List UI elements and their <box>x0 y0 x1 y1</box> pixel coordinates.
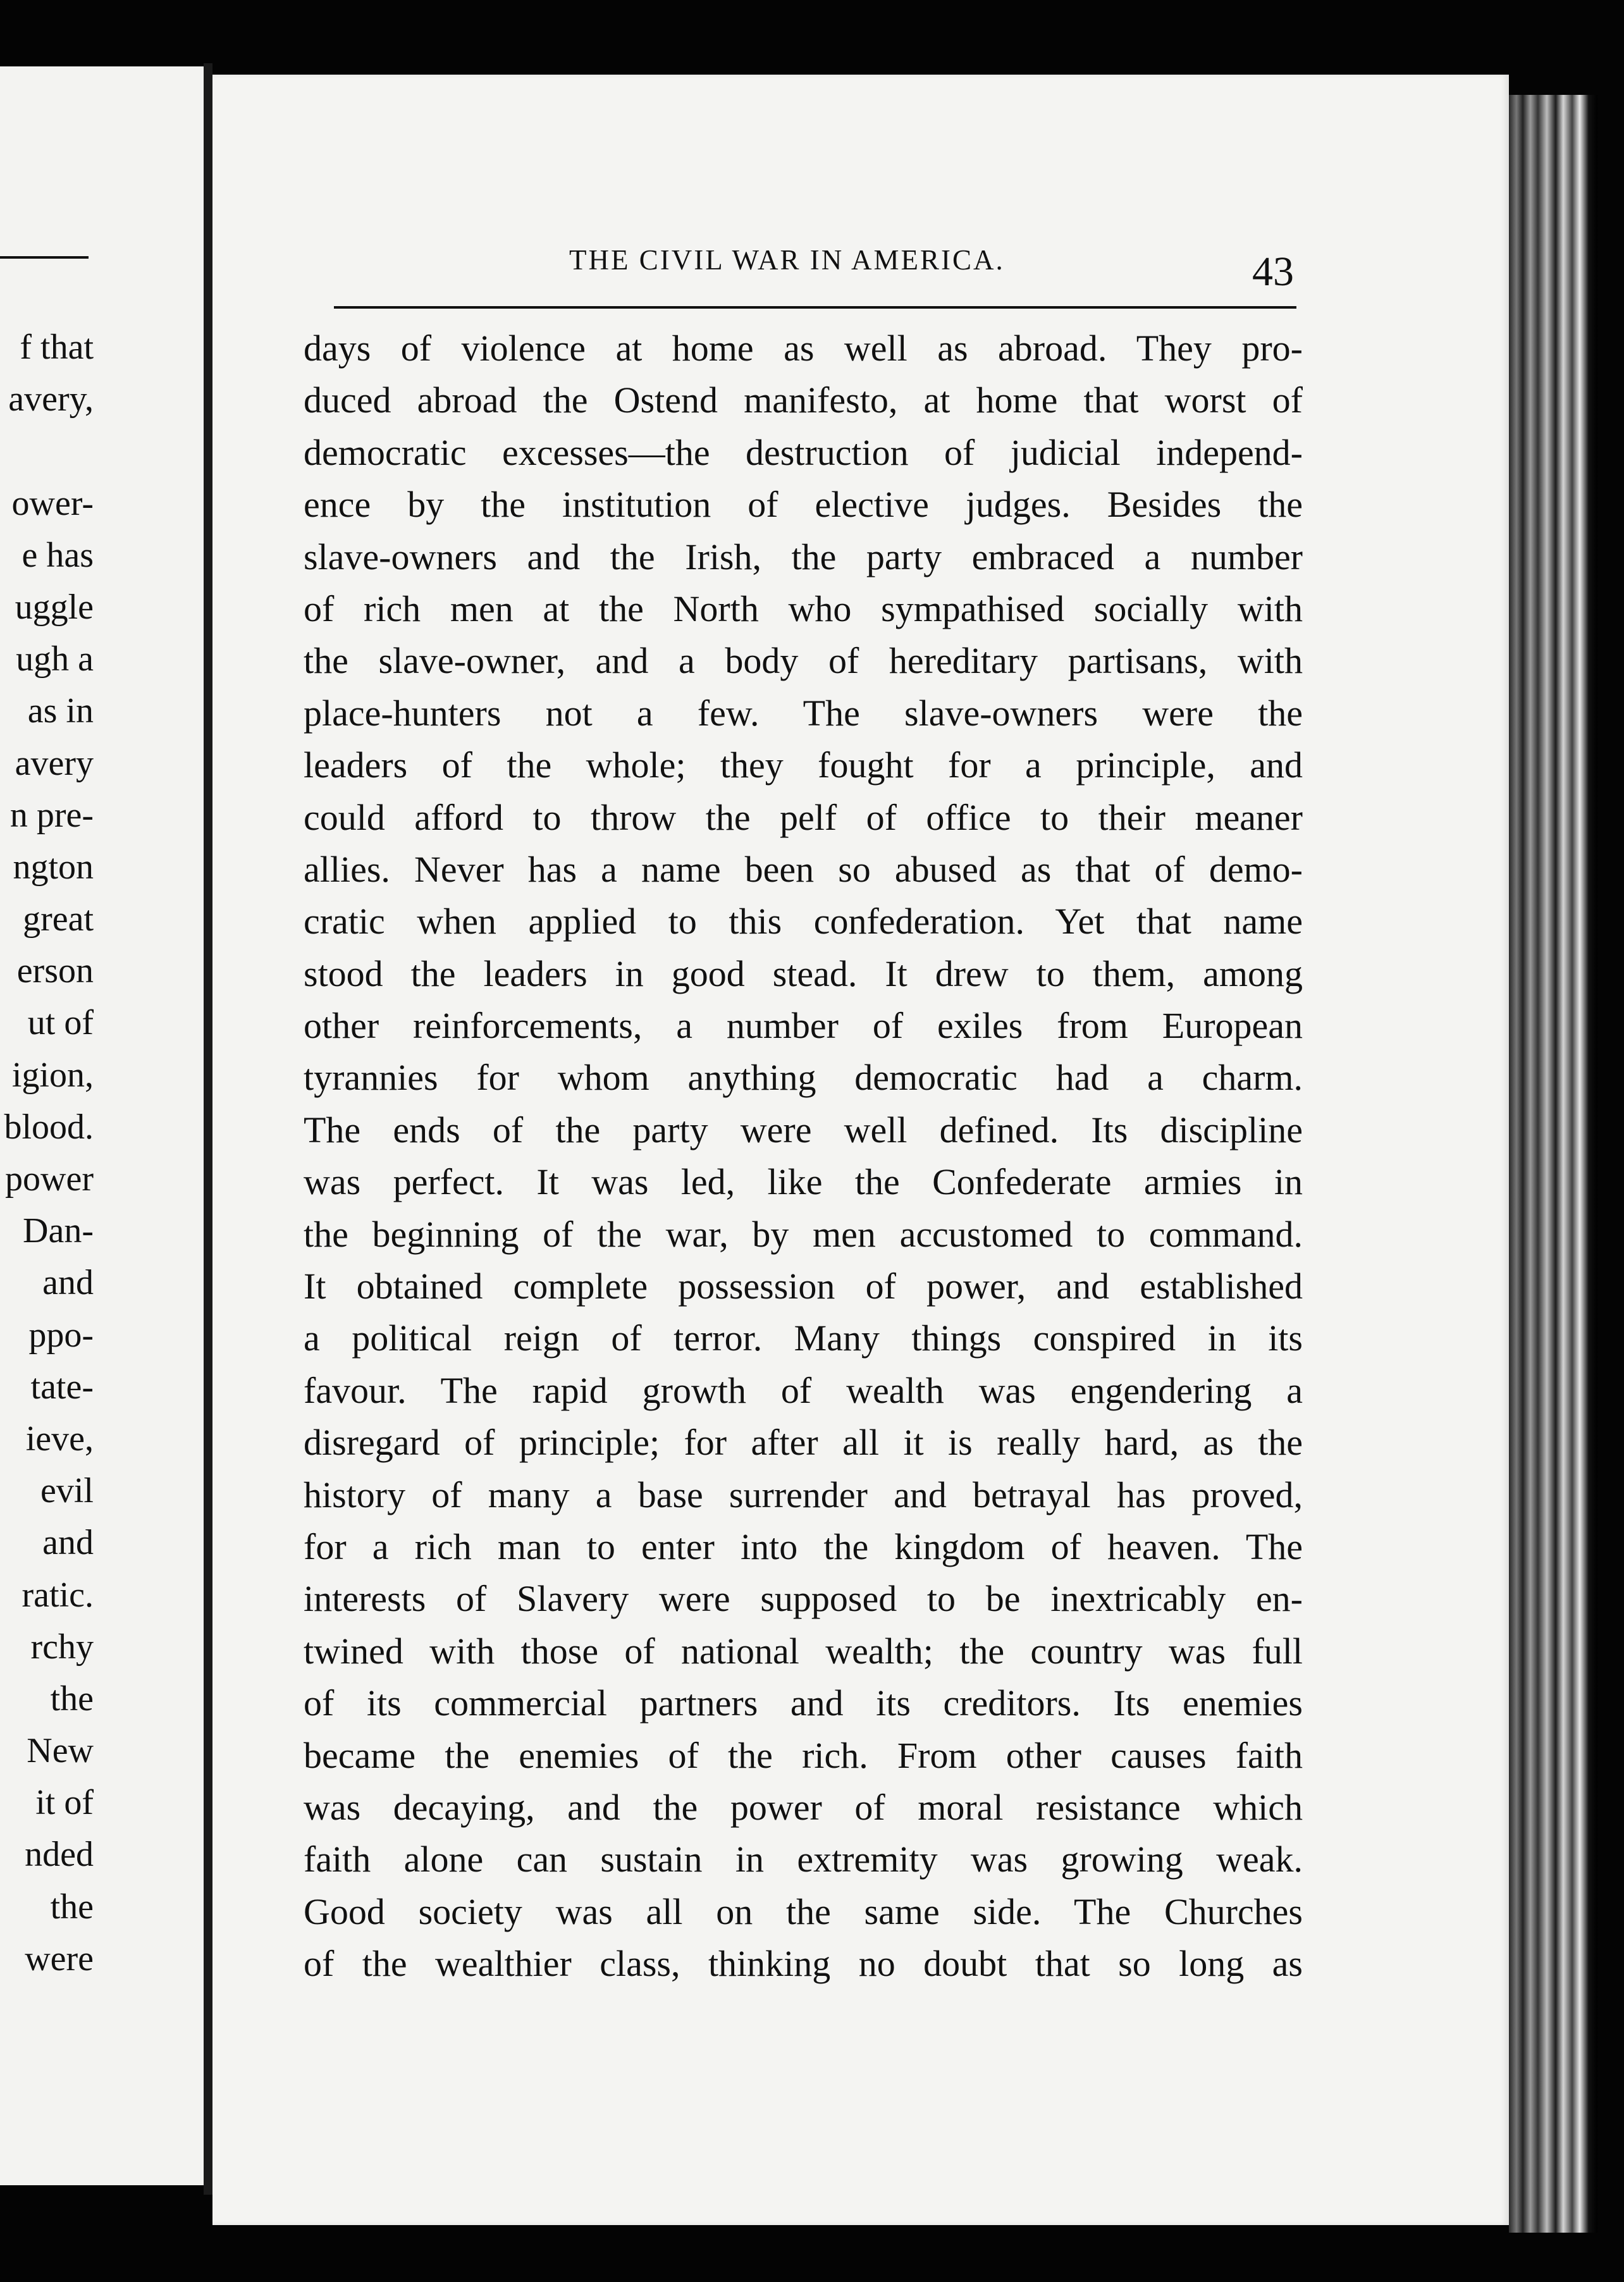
facing-text-fragment: and <box>42 1523 94 1563</box>
page-edges <box>1509 95 1597 2233</box>
text-line: of its commercial partners and its creditors. Its enemies <box>304 1682 1303 1724</box>
facing-text-fragment: n pre- <box>9 795 94 835</box>
text-line: was perfect. It was led, like the Confederate armies in <box>304 1161 1303 1203</box>
text-line: of rich men at the North who sympathised socially with <box>304 588 1303 629</box>
facing-text-fragment: avery <box>15 743 94 783</box>
facing-text-fragment: New <box>27 1731 94 1771</box>
facing-text-fragment: the <box>50 1887 94 1927</box>
book-gutter <box>204 63 212 2195</box>
facing-text-fragment: igion, <box>11 1055 94 1095</box>
facing-text-fragment: erson <box>16 951 94 991</box>
text-line: interests of Slavery were supposed to be inextricably en- <box>304 1578 1303 1620</box>
facing-text-fragment: ugh a <box>16 639 94 679</box>
text-line: days of violence at home as well as abroad. They pro- <box>304 328 1303 369</box>
facing-text-fragment: ower- <box>11 483 94 523</box>
text-line: favour. The rapid growth of wealth was engendering a <box>304 1369 1303 1411</box>
text-line: duced abroad the Ostend manifesto, at home that worst of <box>304 379 1303 421</box>
facing-text-fragment: as in <box>27 691 94 731</box>
facing-text-fragment: Dan- <box>23 1211 94 1251</box>
text-line: It obtained complete possession of power, and established <box>304 1266 1303 1307</box>
header-rule <box>334 306 1296 309</box>
text-line: twined with those of national wealth; the country was full <box>304 1630 1303 1672</box>
facing-text-fragment: the <box>50 1679 94 1718</box>
facing-text-fragment: ieve, <box>25 1419 94 1459</box>
facing-text-fragment: e has <box>22 535 94 575</box>
running-head: THE CIVIL WAR IN AMERICA. <box>569 244 1005 276</box>
text-line: of the wealthier class, thinking no doubt that so long as <box>304 1943 1303 1985</box>
facing-page-text <box>0 321 94 1985</box>
text-line: slave-owners and the Irish, the party embraced a number <box>304 536 1303 577</box>
facing-text-fragment: ut of <box>27 1003 94 1043</box>
text-line: for a rich man to enter into the kingdom of heaven. The <box>304 1526 1303 1567</box>
text-line: ence by the institution of elective judges. Besides the <box>304 484 1303 526</box>
text-line: was decaying, and the power of moral resistance which <box>304 1786 1303 1828</box>
facing-text-fragment: it of <box>35 1783 94 1823</box>
facing-page-rule <box>0 256 89 259</box>
text-line: Good society was all on the same side. The Churches <box>304 1890 1303 1932</box>
facing-text-fragment: avery, <box>8 379 94 419</box>
facing-text-fragment: f that <box>20 328 94 367</box>
text-line: leaders of the whole; they fought for a principle, and <box>304 744 1303 786</box>
facing-text-fragment: were <box>25 1939 94 1978</box>
facing-text-fragment: uggle <box>15 587 94 627</box>
text-line: disregard of principle; for after all it is really hard, as the <box>304 1422 1303 1464</box>
facing-text-fragment: ppo- <box>28 1315 94 1355</box>
body-text <box>304 323 1303 1990</box>
text-line: could afford to throw the pelf of office to their meaner <box>304 796 1303 838</box>
facing-text-fragment: tate- <box>30 1367 94 1407</box>
text-line: The ends of the party were well defined. Its discipline <box>304 1109 1303 1150</box>
text-line: the slave-owner, and a body of hereditary partisans, with <box>304 640 1303 682</box>
text-line: tyrannies for whom anything democratic had a charm. <box>304 1057 1303 1099</box>
text-line: other reinforcements, a number of exiles from European <box>304 1005 1303 1047</box>
text-line: stood the leaders in good stead. It drew to them, among <box>304 953 1303 994</box>
text-line: became the enemies of the rich. From other causes faith <box>304 1734 1303 1776</box>
text-line: democratic excesses—the destruction of judicial independ- <box>304 431 1303 473</box>
text-line: history of many a base surrender and betrayal has proved, <box>304 1474 1303 1515</box>
facing-text-fragment: rchy <box>30 1627 94 1667</box>
text-line: the beginning of the war, by men accustomed to command. <box>304 1213 1303 1255</box>
facing-text-fragment: ngton <box>13 847 94 887</box>
page-number: 43 <box>1252 249 1294 295</box>
facing-text-fragment <box>0 425 94 477</box>
text-line: cratic when applied to this confederation. Yet that name <box>304 901 1303 942</box>
facing-text-fragment: blood. <box>4 1107 94 1147</box>
text-line: a political reign of terror. Many things conspired in its <box>304 1317 1303 1359</box>
facing-text-fragment: great <box>23 899 94 939</box>
facing-text-fragment: nded <box>25 1835 94 1875</box>
facing-text-fragment: ratic. <box>22 1575 94 1615</box>
facing-text-fragment: power <box>5 1159 94 1199</box>
text-line: place-hunters not a few. The slave-owners were the <box>304 692 1303 734</box>
facing-text-fragment: and <box>42 1263 94 1303</box>
text-line: allies. Never has a name been so abused as that of demo- <box>304 848 1303 890</box>
text-line: faith alone can sustain in extremity was growing weak. <box>304 1839 1303 1880</box>
facing-text-fragment: evil <box>40 1471 94 1511</box>
